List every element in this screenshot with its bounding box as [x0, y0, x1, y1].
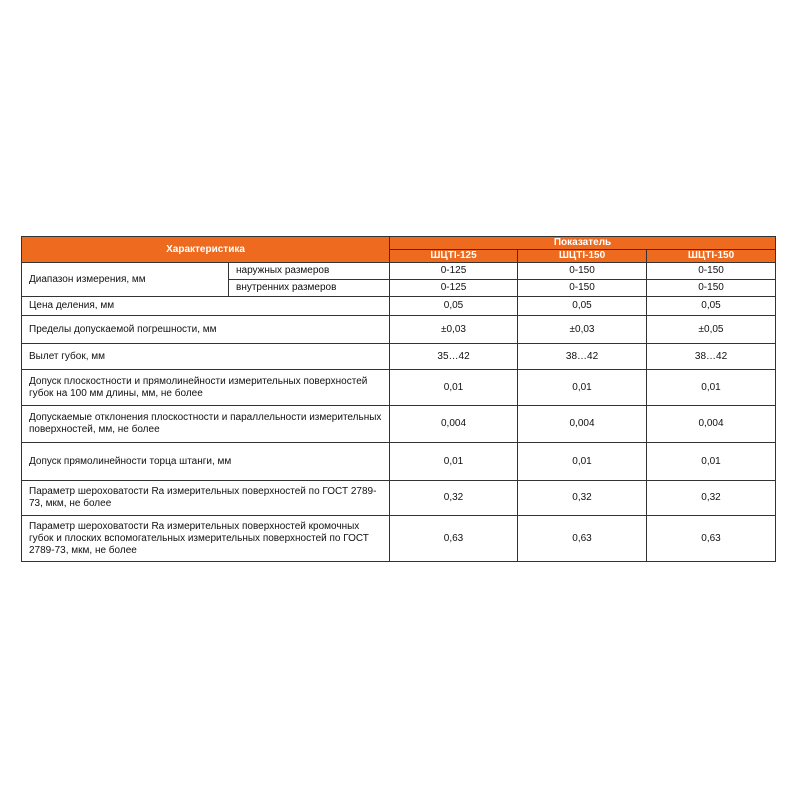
cell-value: 0,63 [518, 516, 647, 562]
header-characteristic: Характеристика [22, 237, 390, 263]
table-row [22, 406, 776, 443]
cell-value: 0,32 [390, 481, 518, 516]
cell-value: 0,32 [518, 481, 647, 516]
cell-value: 0-150 [518, 263, 647, 280]
cell-value: 0,05 [647, 297, 776, 316]
header-indicator: Показатель [390, 237, 776, 250]
cell-value: 35…42 [390, 344, 518, 370]
cell-value: 0-125 [390, 263, 518, 280]
cell-value: 0,32 [647, 481, 776, 516]
table-row [22, 344, 776, 370]
row-label: Допуск плоскостности и прямолинейности измерительных поверхностей губок на 100 мм длины, мм, не более [22, 370, 390, 406]
cell-value: ±0,05 [647, 316, 776, 344]
row-label: Параметр шероховатости Ra измерительных поверхностей по ГОСТ 2789-73, мкм, не более [22, 481, 390, 516]
row-sublabel: наружных размеров [229, 263, 390, 280]
row-label: Диапазон измерения, мм [22, 263, 229, 297]
cell-value: 0,01 [390, 370, 518, 406]
row-label: Параметр шероховатости Ra измерительных поверхностей кромочных губок и плоских вспомогательных измерительных поверхностей по ГОСТ 2789-73, мкм, не более [22, 516, 390, 562]
cell-value: 38…42 [518, 344, 647, 370]
cell-value: ±0,03 [390, 316, 518, 344]
cell-value: 0,01 [518, 443, 647, 481]
table-row [22, 516, 776, 562]
table-row [22, 443, 776, 481]
row-label: Допуск прямолинейности торца штанги, мм [22, 443, 390, 481]
cell-value: 0,01 [647, 370, 776, 406]
row-sublabel: внутренних размеров [229, 280, 390, 297]
cell-value: 0,004 [647, 406, 776, 443]
cell-value: 0,63 [390, 516, 518, 562]
table-row [22, 481, 776, 516]
row-label: Допускаемые отклонения плоскостности и параллельности измерительных поверхностей, мм, не более [22, 406, 390, 443]
cell-value: 0,05 [390, 297, 518, 316]
header-model: ШЦТI-125 [390, 250, 518, 263]
cell-value: 0,01 [518, 370, 647, 406]
table-row [22, 316, 776, 344]
cell-value: 0-150 [647, 280, 776, 297]
table-row [22, 297, 776, 316]
row-label: Цена деления, мм [22, 297, 390, 316]
row-label: Вылет губок, мм [22, 344, 390, 370]
cell-value: ±0,03 [518, 316, 647, 344]
table-row [22, 370, 776, 406]
cell-value: 0,004 [390, 406, 518, 443]
cell-value: 0,05 [518, 297, 647, 316]
cell-value: 0,63 [647, 516, 776, 562]
cell-value: 0,01 [647, 443, 776, 481]
header-model: ШЦТI-150 [647, 250, 776, 263]
row-label: Пределы допускаемой погрешности, мм [22, 316, 390, 344]
spec-table [21, 236, 776, 562]
cell-value: 0-150 [647, 263, 776, 280]
cell-value: 38…42 [647, 344, 776, 370]
cell-value: 0,01 [390, 443, 518, 481]
cell-value: 0,004 [518, 406, 647, 443]
table-row [22, 263, 776, 280]
header-model: ШЦТI-150 [518, 250, 647, 263]
cell-value: 0-150 [518, 280, 647, 297]
cell-value: 0-125 [390, 280, 518, 297]
